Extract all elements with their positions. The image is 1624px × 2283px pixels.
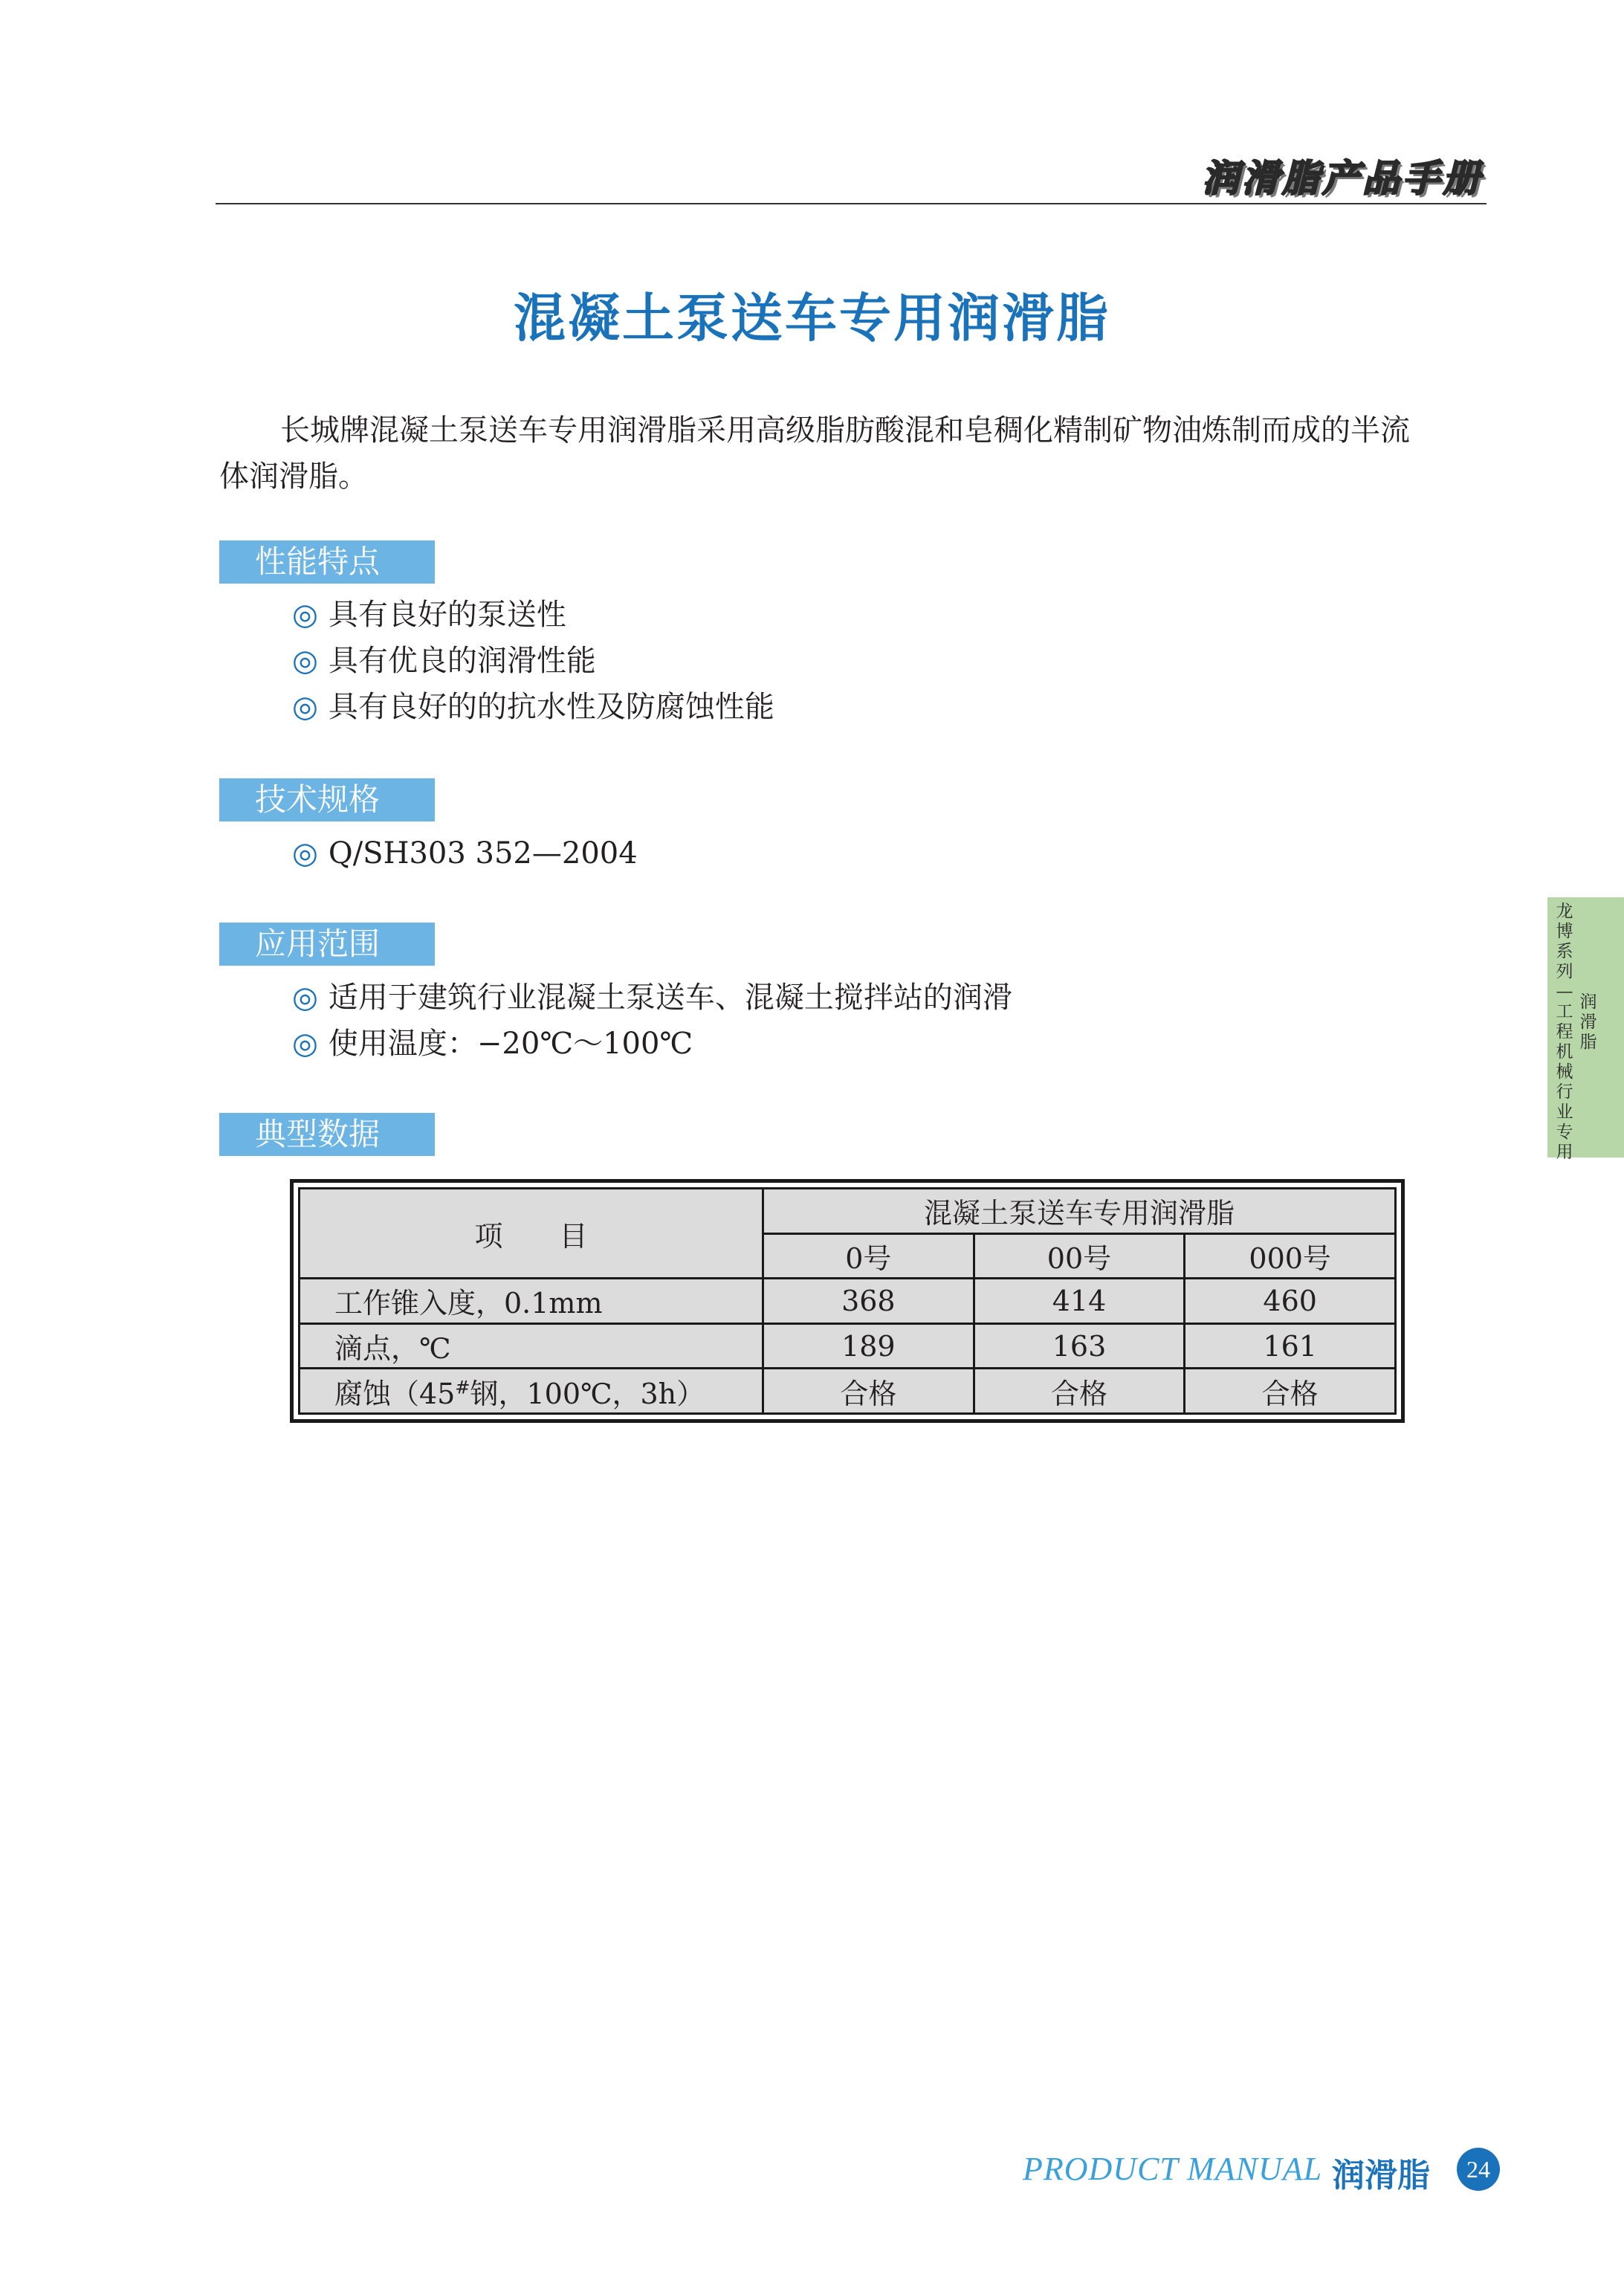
side-tab-category-text: 润滑脂 — [1579, 992, 1597, 1052]
list-item — [292, 638, 774, 684]
manual-header-title: 润滑脂产品手册 — [1202, 157, 1483, 200]
table-row — [300, 1369, 1396, 1414]
table-cell: 189 — [763, 1323, 974, 1369]
row-label: 滴点，℃ — [300, 1323, 763, 1369]
grade-header: 000号 — [1185, 1233, 1396, 1279]
table-cell: 163 — [974, 1323, 1185, 1369]
table-row — [300, 1279, 1396, 1324]
product-group-header: 混凝土泵送车专用润滑脂 — [763, 1189, 1396, 1234]
section-label-data: 典型数据 — [219, 1113, 435, 1156]
side-tab-series-text: 龙博系列—工程机械行业专用 — [1556, 902, 1573, 1162]
list-item-text: 具有良好的的抗水性及防腐蚀性能 — [328, 690, 774, 724]
row-label-superscript: # — [455, 1377, 470, 1398]
item-column-header: 项 目 — [300, 1189, 763, 1279]
features-list — [292, 592, 774, 730]
page-title: 混凝土泵送车专用润滑脂 — [514, 288, 1110, 349]
list-item — [292, 684, 774, 730]
table-header-row — [300, 1189, 1396, 1234]
table-cell: 161 — [1185, 1323, 1396, 1369]
typical-data-table-frame — [290, 1179, 1405, 1423]
list-item — [292, 1021, 1012, 1067]
list-item — [292, 975, 1012, 1021]
grade-header: 00号 — [974, 1233, 1185, 1279]
list-item — [292, 592, 774, 638]
typical-data-table — [298, 1187, 1397, 1415]
section-label-spec: 技术规格 — [219, 778, 435, 821]
row-label-suffix: 钢，100℃，3h） — [470, 1377, 705, 1410]
header-divider — [216, 203, 1486, 204]
bullet-icon: ◎ — [292, 836, 318, 871]
footer-category-label: 润滑脂 — [1332, 2157, 1430, 2195]
table-cell: 合格 — [974, 1369, 1185, 1414]
row-label-prefix: 腐蚀（45 — [334, 1377, 456, 1410]
section-label-features: 性能特点 — [219, 540, 435, 584]
list-item-text: 具有优良的润滑性能 — [328, 644, 596, 678]
table-cell: 合格 — [763, 1369, 974, 1414]
row-label — [300, 1369, 763, 1414]
list-item-text: 适用于建筑行业混凝土泵送车、混凝土搅拌站的润滑 — [328, 981, 1012, 1015]
table-cell: 368 — [763, 1279, 974, 1324]
grade-header: 0号 — [763, 1233, 974, 1279]
table-cell: 414 — [974, 1279, 1185, 1324]
application-list — [292, 975, 1012, 1067]
side-category-tab — [1547, 897, 1624, 1162]
footer-manual-label: PRODUCT MANUAL — [1023, 2151, 1323, 2187]
bullet-icon: ◎ — [292, 644, 318, 678]
spec-list — [292, 830, 638, 876]
bullet-icon: ◎ — [292, 981, 318, 1015]
list-item-text: Q/SH303 352—2004 — [328, 836, 638, 871]
section-label-application: 应用范围 — [219, 923, 435, 966]
table-cell: 460 — [1185, 1279, 1396, 1324]
list-item — [292, 830, 638, 876]
intro-paragraph: 长城牌混凝土泵送车专用润滑脂采用高级脂肪酸混和皂稠化精制矿物油炼制而成的半流体润滑脂。 — [219, 413, 1410, 494]
table-cell: 合格 — [1185, 1369, 1396, 1414]
row-label: 工作锥入度，0.1mm — [300, 1279, 763, 1324]
bullet-icon: ◎ — [292, 1027, 318, 1061]
bullet-icon: ◎ — [292, 598, 318, 632]
bullet-icon: ◎ — [292, 690, 318, 724]
list-item-text: 具有良好的泵送性 — [328, 598, 566, 632]
page-number: 24 — [1457, 2148, 1500, 2191]
table-row — [300, 1323, 1396, 1369]
list-item-text: 使用温度：−20℃～100℃ — [328, 1027, 693, 1061]
